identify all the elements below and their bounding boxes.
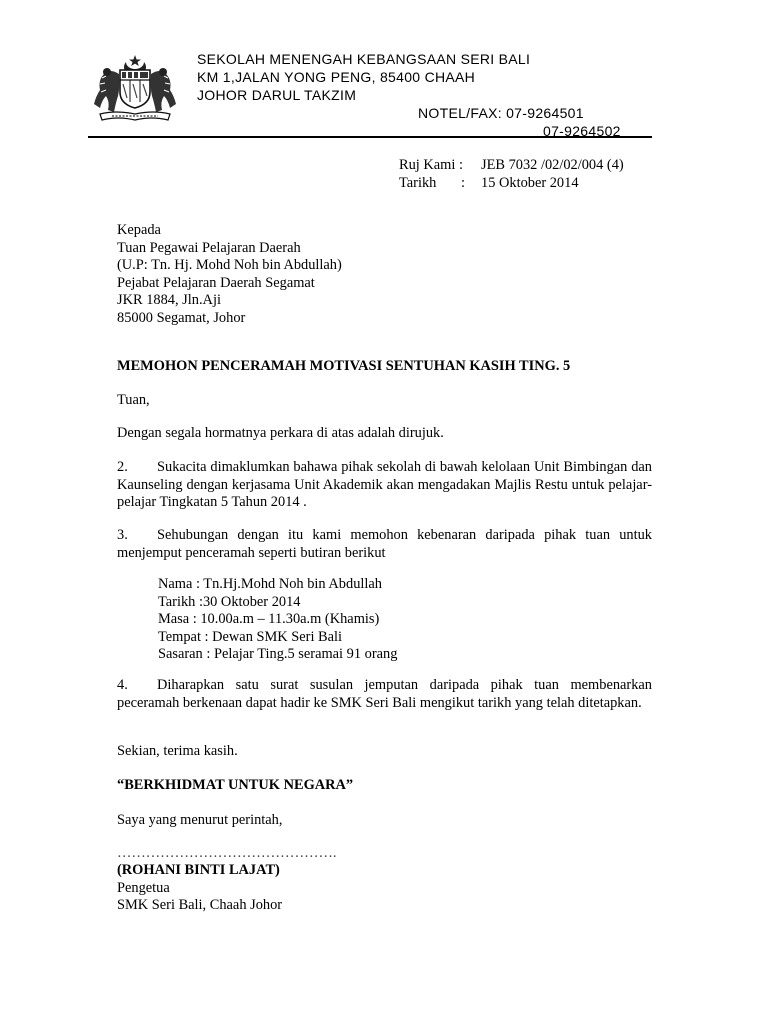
paragraph-4-text: Diharapkan satu surat susulan jemputan daripada pihak tuan membenarkan peceramah berkenaan dapat hadir ke SMK Seri Bali mengikut tarikh yang telah ditetapkan. bbox=[117, 677, 652, 711]
signatory-name: (ROHANI BINTI LAJAT) bbox=[117, 862, 280, 878]
recipient-address bbox=[117, 222, 652, 327]
reference-block bbox=[399, 157, 624, 192]
recipient-line-1: Kepada bbox=[117, 222, 161, 238]
recipient-line-4: Pejabat Pelajaran Daerah Segamat bbox=[117, 274, 315, 291]
notel-fax: NOTEL/FAX: 07-9264501 bbox=[418, 105, 584, 121]
tarikh-label: Tarikh bbox=[399, 174, 437, 191]
subject-heading: MEMOHON PENCERAMAH MOTIVASI SENTUHAN KASIH TING. 5 bbox=[117, 358, 571, 374]
signatory-school: SMK Seri Bali, Chaah Johor bbox=[117, 897, 283, 913]
detail-sasaran: Sasaran : Pelajar Ting.5 seramai 91 orang bbox=[158, 646, 398, 662]
ruj-value: JEB 7032 /02/02/004 (4) bbox=[481, 157, 624, 173]
speaker-details bbox=[158, 576, 397, 664]
closing-line: Sekian, terima kasih. bbox=[117, 743, 238, 759]
detail-tempat: Tempat : Dewan SMK Seri Bali bbox=[158, 628, 343, 645]
malaysia-coat-of-arms-icon bbox=[86, 52, 184, 124]
detail-tarikh: Tarikh :30 Oktober 2014 bbox=[158, 593, 301, 610]
detail-nama: Nama : Tn.Hj.Mohd Noh bin Abdullah bbox=[158, 576, 382, 592]
recipient-line-2: Tuan Pegawai Pelajaran Daerah bbox=[117, 239, 301, 256]
sign-off: Saya yang menurut perintah, bbox=[117, 812, 283, 828]
paragraph-2 bbox=[117, 459, 652, 512]
letterhead bbox=[197, 50, 657, 139]
paragraph-4-number: 4. bbox=[117, 677, 128, 693]
signature-line: ………………………………………. bbox=[117, 845, 337, 861]
salutation: Tuan, bbox=[117, 392, 150, 408]
school-name: SEKOLAH MENENGAH KEBANGSAAN SERI BALI bbox=[197, 51, 531, 67]
address-line-2: JOHOR DARUL TAKZIM bbox=[197, 87, 357, 103]
paragraph-4 bbox=[117, 677, 652, 712]
signatory-block bbox=[117, 862, 652, 915]
signatory-title: Pengetua bbox=[117, 879, 170, 896]
paragraph-2-text: Sukacita dimaklumkan bahawa pihak sekolah di bawah kelolaan Unit Bimbingan dan Kaunseling dengan kerjasama Unit Akademik akan mengadakan Majlis Restu untuk pelajar-pelajar Tingkatan 5 Tahun 2014 . bbox=[117, 459, 652, 510]
address-line-1: KM 1,JALAN YONG PENG, 85400 CHAAH bbox=[197, 69, 476, 85]
paragraph-3-text: Sehubungan dengan itu kami memohon kebenaran daripada pihak tuan untuk menjemput penceramah seperti butiran berikut bbox=[117, 527, 652, 561]
recipient-line-6: 85000 Segamat, Johor bbox=[117, 309, 246, 326]
tarikh-colon: : bbox=[461, 174, 465, 191]
ruj-label: Ruj Kami : bbox=[399, 157, 463, 173]
motto: “BERKHIDMAT UNTUK NEGARA” bbox=[117, 777, 354, 793]
letterhead-divider bbox=[88, 136, 652, 138]
paragraph-3 bbox=[117, 527, 652, 562]
paragraph-3-number: 3. bbox=[117, 527, 128, 543]
tarikh-value: 15 Oktober 2014 bbox=[481, 174, 579, 191]
fax-second-number: 07-9264502 bbox=[543, 123, 621, 139]
paragraph-2-number: 2. bbox=[117, 459, 128, 475]
detail-masa: Masa : 10.00a.m – 11.30a.m (Khamis) bbox=[158, 611, 380, 627]
paragraph-1: Dengan segala hormatnya perkara di atas adalah dirujuk. bbox=[117, 425, 444, 441]
recipient-line-3: (U.P: Tn. Hj. Mohd Noh bin Abdullah) bbox=[117, 257, 342, 273]
recipient-line-5: JKR 1884, Jln.Aji bbox=[117, 292, 221, 308]
